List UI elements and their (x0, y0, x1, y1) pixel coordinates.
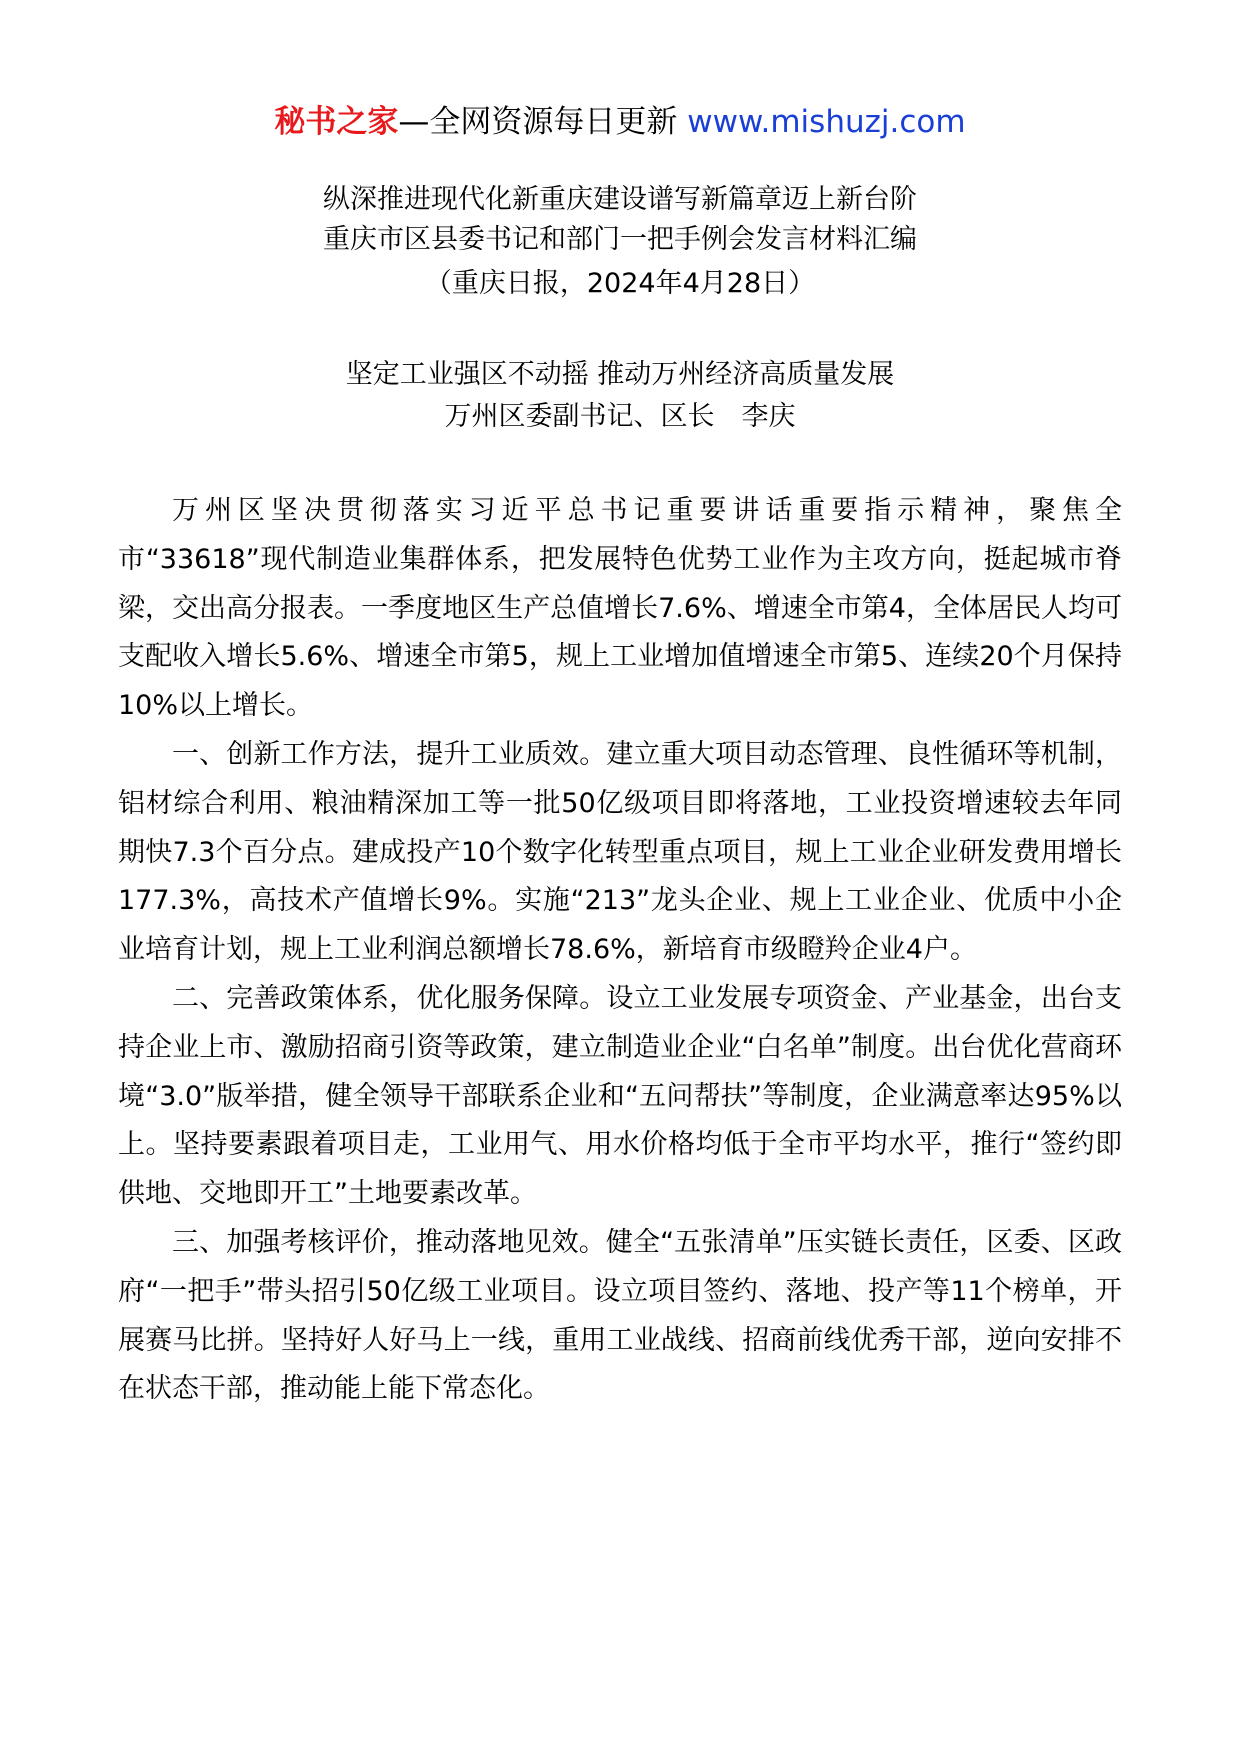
speech-heading: 坚定工业强区不动摇 推动万州经济高质量发展 (345, 359, 895, 390)
document-source: （重庆日报，2024年4月28日） (424, 268, 816, 299)
body-paragraph: 二、完善政策体系，优化服务保障。设立工业发展专项资金、产业基金，出台支持企业上市、激励招商引资等政策，建立制造业企业“白名单”制度。出台优化营商环境“3.0”版举措，健全领导干部联系企业和“五问帮扶”等制度，企业满意率达95%以上。坚持要素跟着项目走，工业用气、用水价格均低于全市平均水平，推行“签约即供地、交地即开工”土地要素改革。 (118, 982, 1122, 1210)
speech-header (0, 354, 1240, 438)
speech-body (118, 487, 1122, 1414)
brand-name: 秘书之家 (274, 104, 399, 140)
body-paragraph: 一、创新工作方法，提升工业质效。建立重大项目动态管理、良性循环等机制，铝材综合利用、粮油精深加工等一批50亿级项目即将落地，工业投资增速较去年同期快7.3个百分点。建成投产10个数字化转型重点项目，规上工业企业研发费用增长177.3%，高技术产值增长9%。实施“213”龙头企业、规上工业企业、优质中小企业培育计划，规上工业利润总额增长78.6%，新培育市级瞪羚企业4户。 (118, 738, 1122, 966)
site-banner (0, 100, 1240, 144)
body-paragraph: 万州区坚决贯彻落实习近平总书记重要讲话重要指示精神，聚焦全市“33618”现代制造业集群体系，把发展特色优势工业作为主攻方向，挺起城市脊梁，交出高分报表。一季度地区生产总值增长7.6%、增速全市第4，全体居民人均可支配收入增长5.6%、增速全市第5，规上工业增加值增速全市第5、连续20个月保持10%以上增长。 (118, 495, 1122, 722)
site-url-link[interactable]: www.mishuzj.com (687, 104, 966, 140)
banner-tagline: —全网资源每日更新 (398, 104, 688, 140)
document-title-line-1: 纵深推进现代化新重庆建设谱写新篇章迈上新台阶 (323, 184, 917, 215)
speech-speaker: 万州区委副书记、区长 李庆 (444, 401, 796, 432)
document-title-block (0, 180, 1240, 304)
body-paragraph: 三、加强考核评价，推动落地见效。健全“五张清单”压实链长责任，区委、区政府“一把手”带头招引50亿级工业项目。设立项目签约、落地、投产等11个榜单，开展赛马比拼。坚持好人好马上一线，重用工业战线、招商前线优秀干部，逆向安排不在状态干部，推动能上能下常态化。 (118, 1226, 1122, 1405)
document-title-line-2: 重庆市区县委书记和部门一把手例会发言材料汇编 (323, 224, 917, 255)
